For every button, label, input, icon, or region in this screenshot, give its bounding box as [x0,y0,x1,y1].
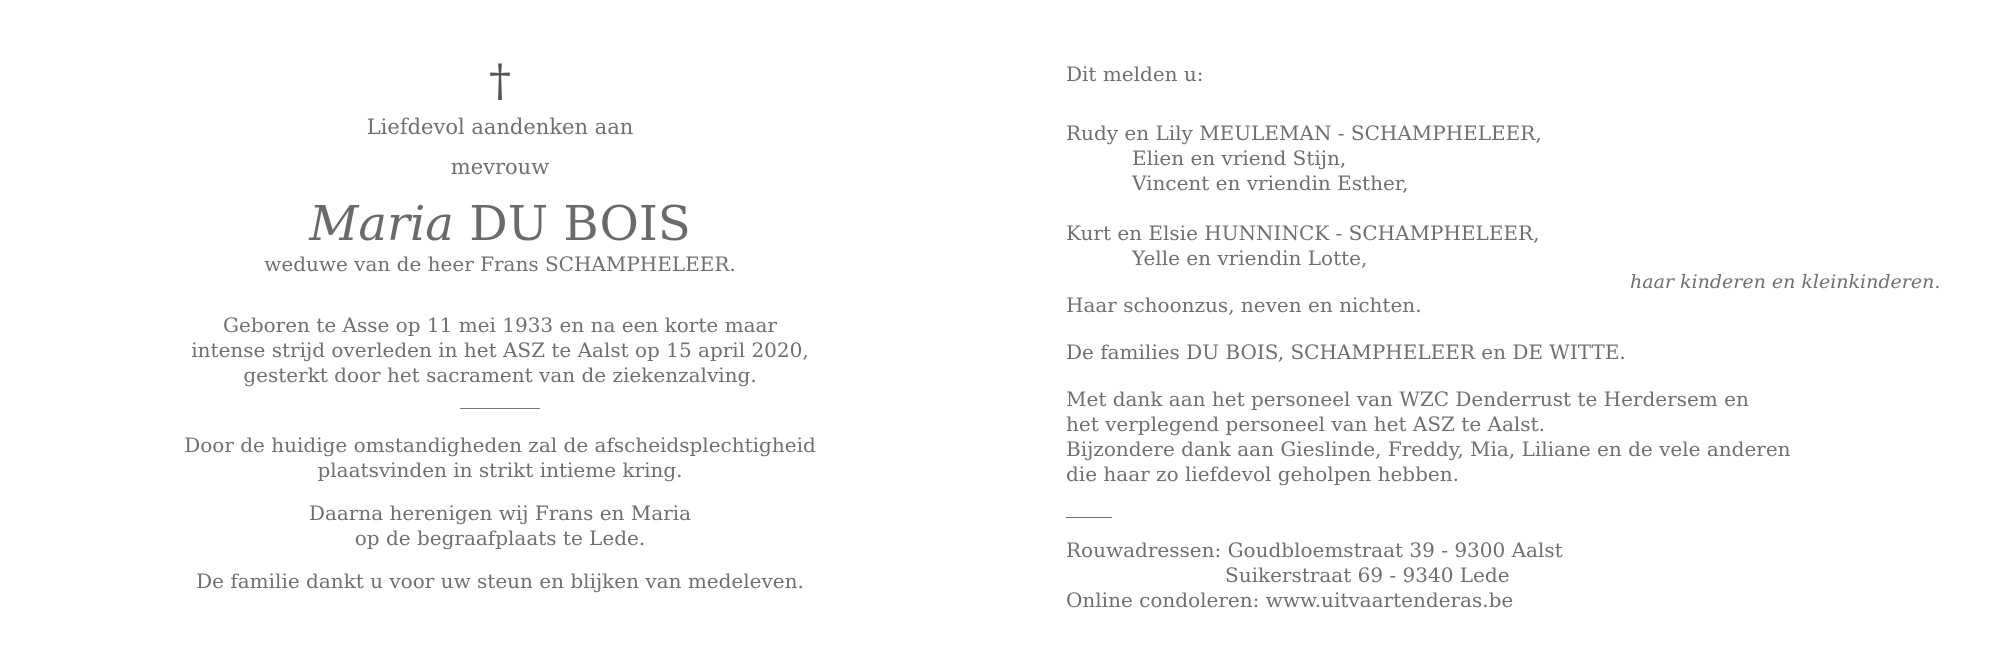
online-condolence-link[interactable]: Online condoleren: www.uitvaartenderas.be [1066,588,1514,612]
memorial-right-panel [1066,62,1946,613]
text-line: Door de huidige omstandigheden zal de afscheidsplechtigheid [184,433,816,457]
family-sub: Vincent en vriendin Esther, [1132,171,1409,195]
text-line: op de begraafplaats te Lede. [354,526,646,550]
family-sub: Yelle en vriendin Lotte, [1132,246,1368,270]
families-line: De families DU BOIS, SCHAMPHELEER en DE WITTE. [1066,340,1626,364]
text-line: Met dank aan het personeel van WZC Denderrust te Herdersem en [1066,387,1749,411]
text-line: Bijzondere dank aan Gieslinde, Freddy, Mia, Liliane en de vele anderen [1066,437,1791,461]
text-line: gesterkt door het sacrament van de ziekenzalving. [243,363,757,387]
text-line: Geboren te Asse op 11 mei 1933 en na een korte maar [223,313,777,337]
text-line: het verplegend personeel van het ASZ te Aalst. [1066,412,1545,436]
family-thanks: De familie dankt u voor uw steun en blijken van medeleven. [196,569,804,593]
last-name: DU BOIS [469,196,691,252]
ceremony-paragraph [150,433,850,483]
address-line-2: Suikerstraat 69 - 9340 Lede [1225,563,1510,587]
deceased-name [150,196,850,252]
divider [460,408,540,409]
title-line: mevrouw [450,155,550,179]
text-line: intense strijd overleden in het ASZ te Aalst op 15 april 2020, [191,338,809,362]
divider [1066,517,1112,518]
family-main: Kurt en Elsie HUNNINCK - SCHAMPHELEER, [1066,221,1540,245]
family-sub: Elien en vriend Stijn, [1132,146,1347,170]
family-group-2 [1066,221,1946,271]
birth-death-paragraph [150,313,850,388]
text-line: die haar zo liefdevol geholpen hebben. [1066,462,1459,486]
address-block [1066,538,1946,613]
family-group-1 [1066,121,1946,196]
family-main: Rudy en Lily MEULEMAN - SCHAMPHELEER, [1066,121,1542,145]
first-name: Maria [309,196,454,252]
in-laws-line: Haar schoonzus, neven en nichten. [1066,293,1422,317]
memorial-left-panel [150,56,850,594]
children-note: haar kinderen en kleinkinderen. [1630,271,1941,293]
widow-line: weduwe van de heer Frans SCHAMPHELEER. [264,252,736,276]
cross-icon: † [489,56,511,107]
intro-line: Liefdevol aandenken aan [366,115,634,139]
burial-paragraph [150,501,850,551]
address-line-1: Rouwadressen: Goudbloemstraat 39 - 9300 Aalst [1066,538,1563,562]
text-line: plaatsvinden in strikt intieme kring. [317,458,683,482]
announcement-header: Dit melden u: [1066,62,1204,86]
gratitude-paragraph [1066,387,1946,487]
text-line: Daarna herenigen wij Frans en Maria [308,501,692,525]
